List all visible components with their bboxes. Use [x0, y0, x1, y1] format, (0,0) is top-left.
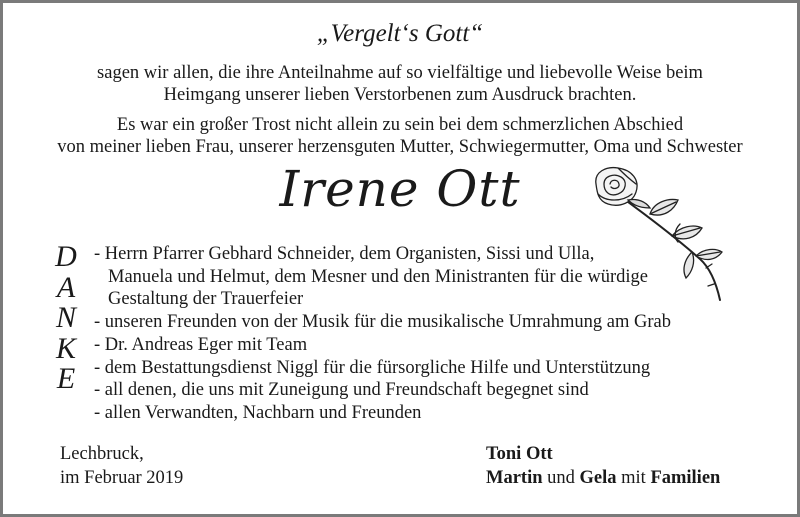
thanks-line: - allen Verwandten, Nachbarn und Freunden: [94, 402, 422, 423]
signature-line-1: Toni Ott: [486, 444, 553, 464]
thanks-line: - all denen, die uns mit Zuneigung und Freundschaft begegnet sind: [94, 380, 589, 401]
thanks-line: - unseren Freunden von der Musik für die musikalische Umrahmung am Grab: [94, 312, 671, 333]
farewell-line: von meiner lieben Frau, unserer herzensguten Mutter, Schwiegermutter, Oma und Schwester: [57, 137, 743, 157]
signature: [486, 442, 720, 490]
signature-line-2: [486, 466, 720, 490]
farewell-paragraph: [0, 114, 800, 158]
deceased-name: Irene Ott: [279, 160, 521, 218]
signature-families: Familien: [650, 468, 721, 488]
danke-vertical: [50, 242, 82, 395]
signature-mit: mit: [621, 468, 646, 488]
thanks-list: [94, 243, 671, 425]
intro-line: sagen wir allen, die ihre Anteilnahme auf so vielfältige und liebevolle Weise beim: [97, 63, 703, 83]
signature-name-2: Gela: [579, 468, 617, 488]
signature-name-1: Martin: [486, 468, 543, 488]
danke-letter: E: [56, 362, 76, 395]
thanks-line: Gestaltung der Trauerfeier: [108, 289, 304, 310]
place-date: [60, 442, 183, 490]
date: im Februar 2019: [60, 468, 184, 488]
thanks-line: - Herrn Pfarrer Gebhard Schneider, dem Organisten, Sissi und Ulla,: [94, 244, 595, 264]
farewell-line: Es war ein großer Trost nicht allein zu sein bei dem schmerzlichen Abschied: [116, 115, 684, 135]
thanks-line: - Dr. Andreas Eger mit Team: [94, 334, 308, 355]
danke-letter: N: [55, 301, 76, 334]
place: Lechbruck,: [60, 444, 144, 464]
thanks-line: Manuela und Helmut, dem Mesner und den Ministranten für die würdige: [108, 266, 648, 287]
danke-letter: K: [55, 331, 76, 365]
intro-line: Heimgang unserer lieben Verstorbenen zum Ausdruck brachten.: [163, 85, 637, 105]
signature-und: und: [547, 468, 575, 488]
danke-letter: D: [55, 240, 77, 273]
thanks-line: - dem Bestattungsdienst Niggl für die fürsorgliche Hilfe und Unterstützung: [94, 357, 651, 378]
danke-letter: A: [56, 270, 76, 304]
intro-paragraph: [0, 62, 800, 106]
heading: „Vergelt‘s Gott“: [316, 20, 484, 47]
